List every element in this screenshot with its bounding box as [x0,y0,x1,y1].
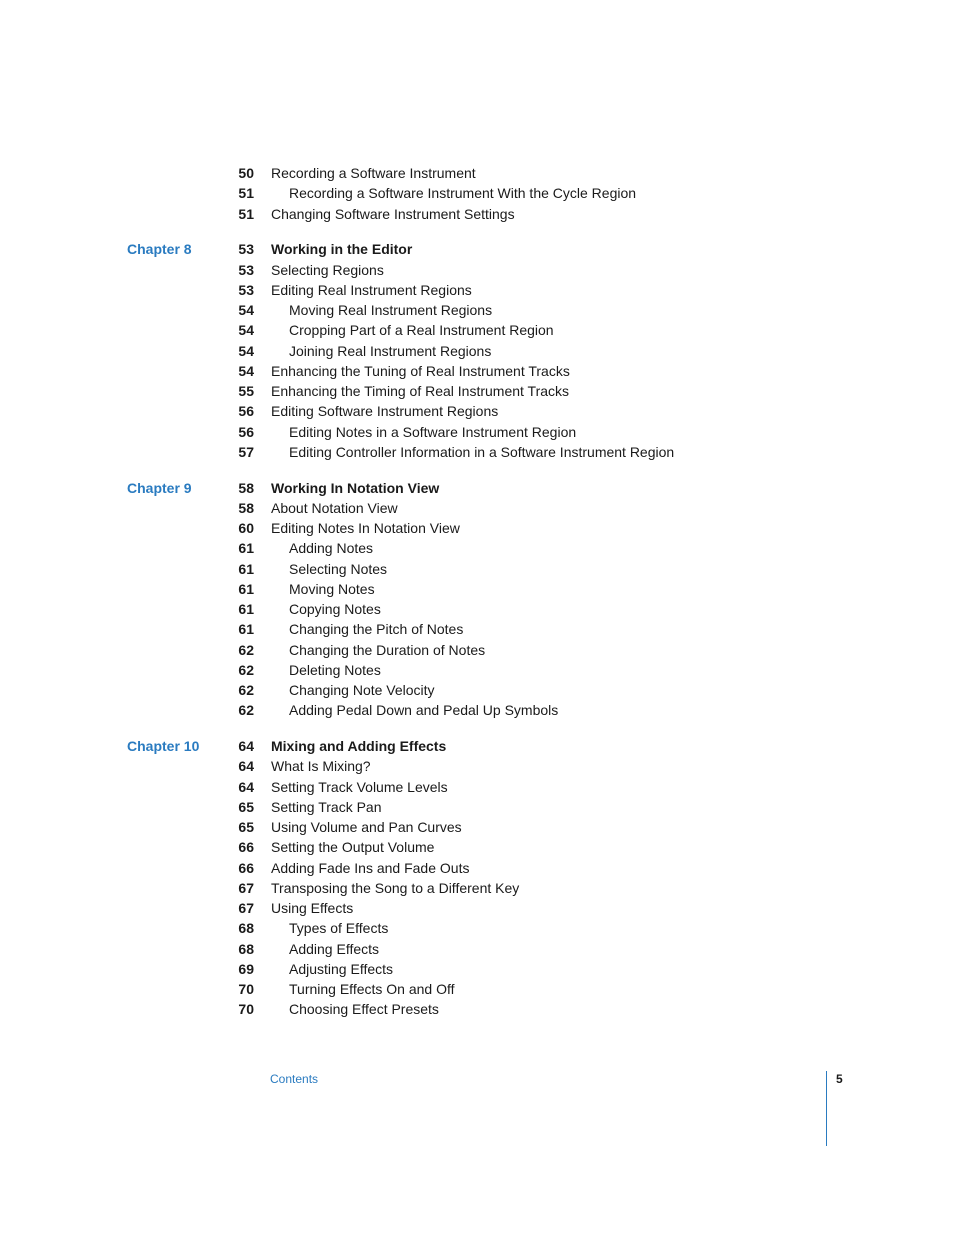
toc-entry[interactable] [0,260,954,280]
toc-entry[interactable] [0,918,954,938]
section-spacer [0,721,954,737]
footer-divider [826,1071,827,1146]
toc-page-number: 56 [238,403,254,420]
toc-entry-title: Joining Real Instrument Regions [289,342,492,359]
toc-entry[interactable] [0,640,954,660]
toc-entry[interactable] [0,898,954,918]
toc-entry-title: Deleting Notes [289,661,381,678]
toc-page-number: 70 [238,981,254,997]
toc-page-number: 68 [238,940,254,957]
toc-entry-title: Selecting Notes [289,560,388,577]
toc-entry[interactable] [0,498,954,518]
table-of-contents [0,163,954,1020]
toc-page-number: 54 [238,362,254,379]
toc-page-number: 51 [238,205,254,222]
toc-entry-title: Recording a Software Instrument [271,165,476,181]
toc-entry[interactable] [0,579,954,599]
chapter-heading-entry[interactable] [0,478,954,498]
toc-entry[interactable] [0,381,954,401]
toc-page-number: 64 [238,778,254,795]
toc-page-number: 54 [238,302,254,318]
toc-page-number: 62 [238,702,254,719]
toc-entry-title: Selecting Regions [271,261,384,278]
toc-entry-title: Moving Notes [289,580,375,597]
toc-page-number: 67 [238,879,254,896]
toc-entry-title: Mixing and Adding Effects [271,738,447,754]
toc-entry[interactable] [0,939,954,959]
toc-entry[interactable] [0,858,954,878]
toc-entry-title: Adding Fade Ins and Fade Outs [271,859,470,876]
toc-entry-title: Setting Track Pan [271,798,382,815]
chapter-heading-entry[interactable] [0,239,954,259]
toc-entry-title: What Is Mixing? [271,758,371,775]
toc-entry[interactable] [0,797,954,817]
toc-entry[interactable] [0,300,954,320]
toc-entry[interactable] [0,341,954,361]
section-spacer [0,462,954,478]
toc-page-number: 58 [238,479,254,496]
toc-entry-title: Using Volume and Pan Curves [271,819,462,835]
toc-entry-title: Recording a Software Instrument With the Cycle Region [289,185,637,202]
toc-entry-title: Adding Pedal Down and Pedal Up Symbols [289,702,559,719]
chapter-label[interactable]: Chapter 8 [127,241,192,258]
toc-entry[interactable] [0,163,954,183]
toc-page-number: 61 [238,560,254,577]
toc-entry-title: Working In Notation View [271,479,440,496]
toc-page-number: 64 [238,738,254,754]
toc-entry[interactable] [0,979,954,999]
toc-entry-title: Editing Real Instrument Regions [271,281,472,298]
toc-entry-title: Turning Effects On and Off [289,981,455,997]
toc-entry[interactable] [0,756,954,776]
toc-page-number: 62 [238,641,254,658]
toc-entry[interactable] [0,401,954,421]
toc-page-number: 70 [238,1001,254,1018]
toc-page-number: 53 [238,241,254,258]
toc-entry-title: Cropping Part of a Real Instrument Region [289,322,554,339]
toc-entry[interactable] [0,320,954,340]
toc-page-number: 66 [238,859,254,876]
toc-entry[interactable] [0,422,954,442]
toc-page-number: 54 [238,322,254,339]
toc-page-number: 61 [238,601,254,617]
toc-section [0,239,954,462]
toc-entry-title: Editing Notes in a Software Instrument Region [289,423,577,440]
toc-entry[interactable] [0,442,954,462]
toc-page-number: 55 [238,383,254,399]
toc-entry-title: Adding Notes [289,540,374,557]
page-number: 5 [836,1072,843,1086]
toc-entry[interactable] [0,599,954,619]
toc-page-number: 61 [238,580,254,597]
footer-section-link[interactable]: Contents [270,1072,319,1086]
toc-page-number: 61 [238,540,254,557]
toc-page-number: 51 [238,185,254,202]
toc-entry-title: About Notation View [271,499,398,516]
toc-entry-title: Adding Effects [289,940,380,957]
toc-entry[interactable] [0,817,954,837]
toc-entry-title: Editing Notes In Notation View [271,520,460,536]
toc-entry[interactable] [0,837,954,857]
toc-entry[interactable] [0,878,954,898]
toc-page-number: 53 [238,261,254,278]
chapter-label[interactable]: Chapter 9 [127,479,192,496]
toc-entry[interactable] [0,538,954,558]
toc-entry[interactable] [0,959,954,979]
toc-entry[interactable] [0,204,954,224]
toc-entry[interactable] [0,183,954,203]
toc-entry-title: Adjusting Effects [289,960,394,977]
toc-page-number: 66 [238,839,254,856]
toc-page-number: 69 [238,960,254,977]
toc-page-number: 53 [238,281,254,298]
toc-entry-title: Changing the Duration of Notes [289,641,486,658]
toc-entry-title: Transposing the Song to a Different Key [271,879,520,896]
toc-entry-title: Choosing Effect Presets [289,1001,439,1018]
toc-page-number: 65 [238,819,254,835]
toc-entry-title: Enhancing the Tuning of Real Instrument Tracks [271,362,570,379]
toc-entry-title: Editing Controller Information in a Software Instrument Region [289,443,675,460]
toc-page-number: 67 [238,900,254,916]
toc-page-number: 50 [238,165,254,181]
toc-entry-title: Changing Software Instrument Settings [271,205,515,222]
toc-section [0,163,954,224]
toc-entry[interactable] [0,559,954,579]
toc-entry-title: Working in the Editor [271,241,413,258]
toc-entry-title: Using Effects [271,900,354,916]
toc-page-number: 64 [238,758,254,775]
toc-page-number: 65 [238,798,254,815]
toc-section [0,736,954,1020]
toc-entry-title: Changing the Pitch of Notes [289,621,464,638]
toc-entry[interactable] [0,280,954,300]
toc-entry[interactable] [0,361,954,381]
toc-page-number: 58 [238,499,254,516]
toc-entry-title: Moving Real Instrument Regions [289,302,493,318]
toc-entry[interactable] [0,999,954,1019]
toc-entry-title: Setting Track Volume Levels [271,778,448,795]
toc-entry-title: Setting the Output Volume [271,839,435,856]
toc-section [0,478,954,721]
toc-page-number: 68 [238,920,254,937]
toc-entry-title: Editing Software Instrument Regions [271,403,499,420]
toc-entry[interactable] [0,777,954,797]
toc-entry[interactable] [0,619,954,639]
toc-page-number: 57 [238,443,254,460]
toc-page-number: 54 [238,342,254,359]
toc-page-number: 61 [238,621,254,638]
toc-page-number: 56 [238,423,254,440]
toc-page-number: 62 [238,682,254,698]
toc-page-number: 60 [238,520,254,536]
toc-entry[interactable] [0,518,954,538]
toc-entry-title: Changing Note Velocity [289,682,435,698]
toc-entry[interactable] [0,660,954,680]
toc-entry-title: Enhancing the Timing of Real Instrument Tracks [271,383,570,399]
toc-entry[interactable] [0,680,954,700]
chapter-heading-entry[interactable] [0,736,954,756]
toc-entry-title: Types of Effects [289,920,389,937]
toc-page-number: 62 [238,661,254,678]
toc-entry-title: Copying Notes [289,601,381,617]
section-spacer [0,224,954,240]
toc-entry[interactable] [0,700,954,720]
chapter-label[interactable]: Chapter 10 [127,738,200,754]
